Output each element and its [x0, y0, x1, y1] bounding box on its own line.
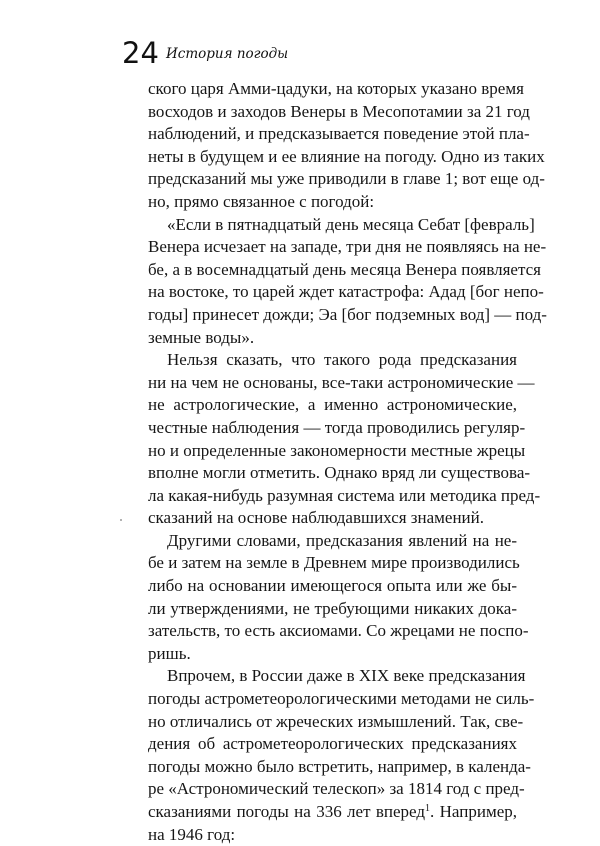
quote-line: годы] принесет дожди; Эа [бог подземных вод] — под-: [148, 304, 547, 324]
text-line: Другими словами, предсказания явлений на не-: [167, 530, 517, 550]
text-line: восходов и заходов Венеры в Месопотамии за 21 год: [148, 101, 530, 121]
text-line: предсказаний мы уже приводили в главе 1; вот еще од-: [148, 169, 545, 189]
footnote-marker[interactable]: 1: [425, 803, 431, 814]
text-line: честные наблюдения — тогда проводились регуляр-: [148, 417, 526, 437]
text-line: дения об астрометеорологических предсказаниях: [148, 734, 517, 754]
text-line: но, прямо связанное с погодой:: [148, 191, 375, 211]
text-line: Нельзя сказать, что такого рода предсказания: [167, 350, 517, 370]
text-line: ли утверждениями, не требующими никаких дока-: [148, 598, 517, 618]
quote-line: земные воды».: [148, 327, 255, 347]
text-line: но и определенные закономерности местные жрецы: [148, 440, 526, 460]
text-line: не астрологические, а именно астрономические,: [148, 395, 517, 415]
text-line: ришь.: [148, 643, 191, 663]
quote-line: бе, а в восемнадцатый день месяца Венера появляется: [148, 259, 541, 279]
margin-speck: [120, 519, 122, 521]
quote-line: на востоке, то царей ждет катастрофа: Адад [бог непо-: [148, 282, 544, 302]
text-line: погоды можно было встретить, например, в календа-: [148, 756, 531, 776]
text-line: ла какая-нибудь разумная система или методика пред-: [148, 485, 541, 505]
page-number: 24: [122, 36, 159, 70]
text-line: ре «Астрономический телескоп» за 1814 год с пред-: [148, 779, 525, 799]
text-line: на 1946 год:: [148, 824, 236, 844]
text-line: вполне могли отметить. Однако вряд ли существова-: [148, 463, 531, 483]
text-line: бе и затем на земле в Древнем мире производились: [148, 553, 520, 573]
body-text: [148, 78, 547, 846]
running-title: История погоды: [166, 46, 289, 62]
text-line: неты в будущем и ее влияние на погоду. Одно из таких: [148, 146, 545, 166]
text-line: Впрочем, в России даже в XIX веке предсказания: [167, 666, 526, 686]
text-line: но отличались от жреческих измышлений. Так, све-: [148, 711, 524, 731]
text-line-end: . Например,: [430, 802, 517, 821]
text-line: наблюдений, и предсказывается поведение этой пла-: [148, 124, 530, 144]
text-line: зательств, то есть аксиомами. Со жрецами не поспо-: [148, 621, 529, 641]
quote-line: «Если в пятнадцатый день месяца Себат [февраль]: [167, 214, 535, 234]
text-line: ского царя Амми-цадуки, на которых указано время: [148, 79, 524, 98]
text-line: ни на чем не основаны, все-таки астрономические —: [148, 372, 535, 392]
text-line: погоды астрометеорологическими методами не силь-: [148, 689, 535, 709]
text-line: сказаний на основе наблюдавшихся знамений.: [148, 508, 485, 528]
quote-line: Венера исчезает на западе, три дня не появляясь на не-: [148, 237, 547, 257]
text-line: либо на основании имеющегося опыта или же бы-: [148, 576, 517, 596]
text-line-with-footnote: [148, 801, 517, 824]
text-line-start: сказаниями погоды на 336 лет вперед: [148, 802, 426, 821]
